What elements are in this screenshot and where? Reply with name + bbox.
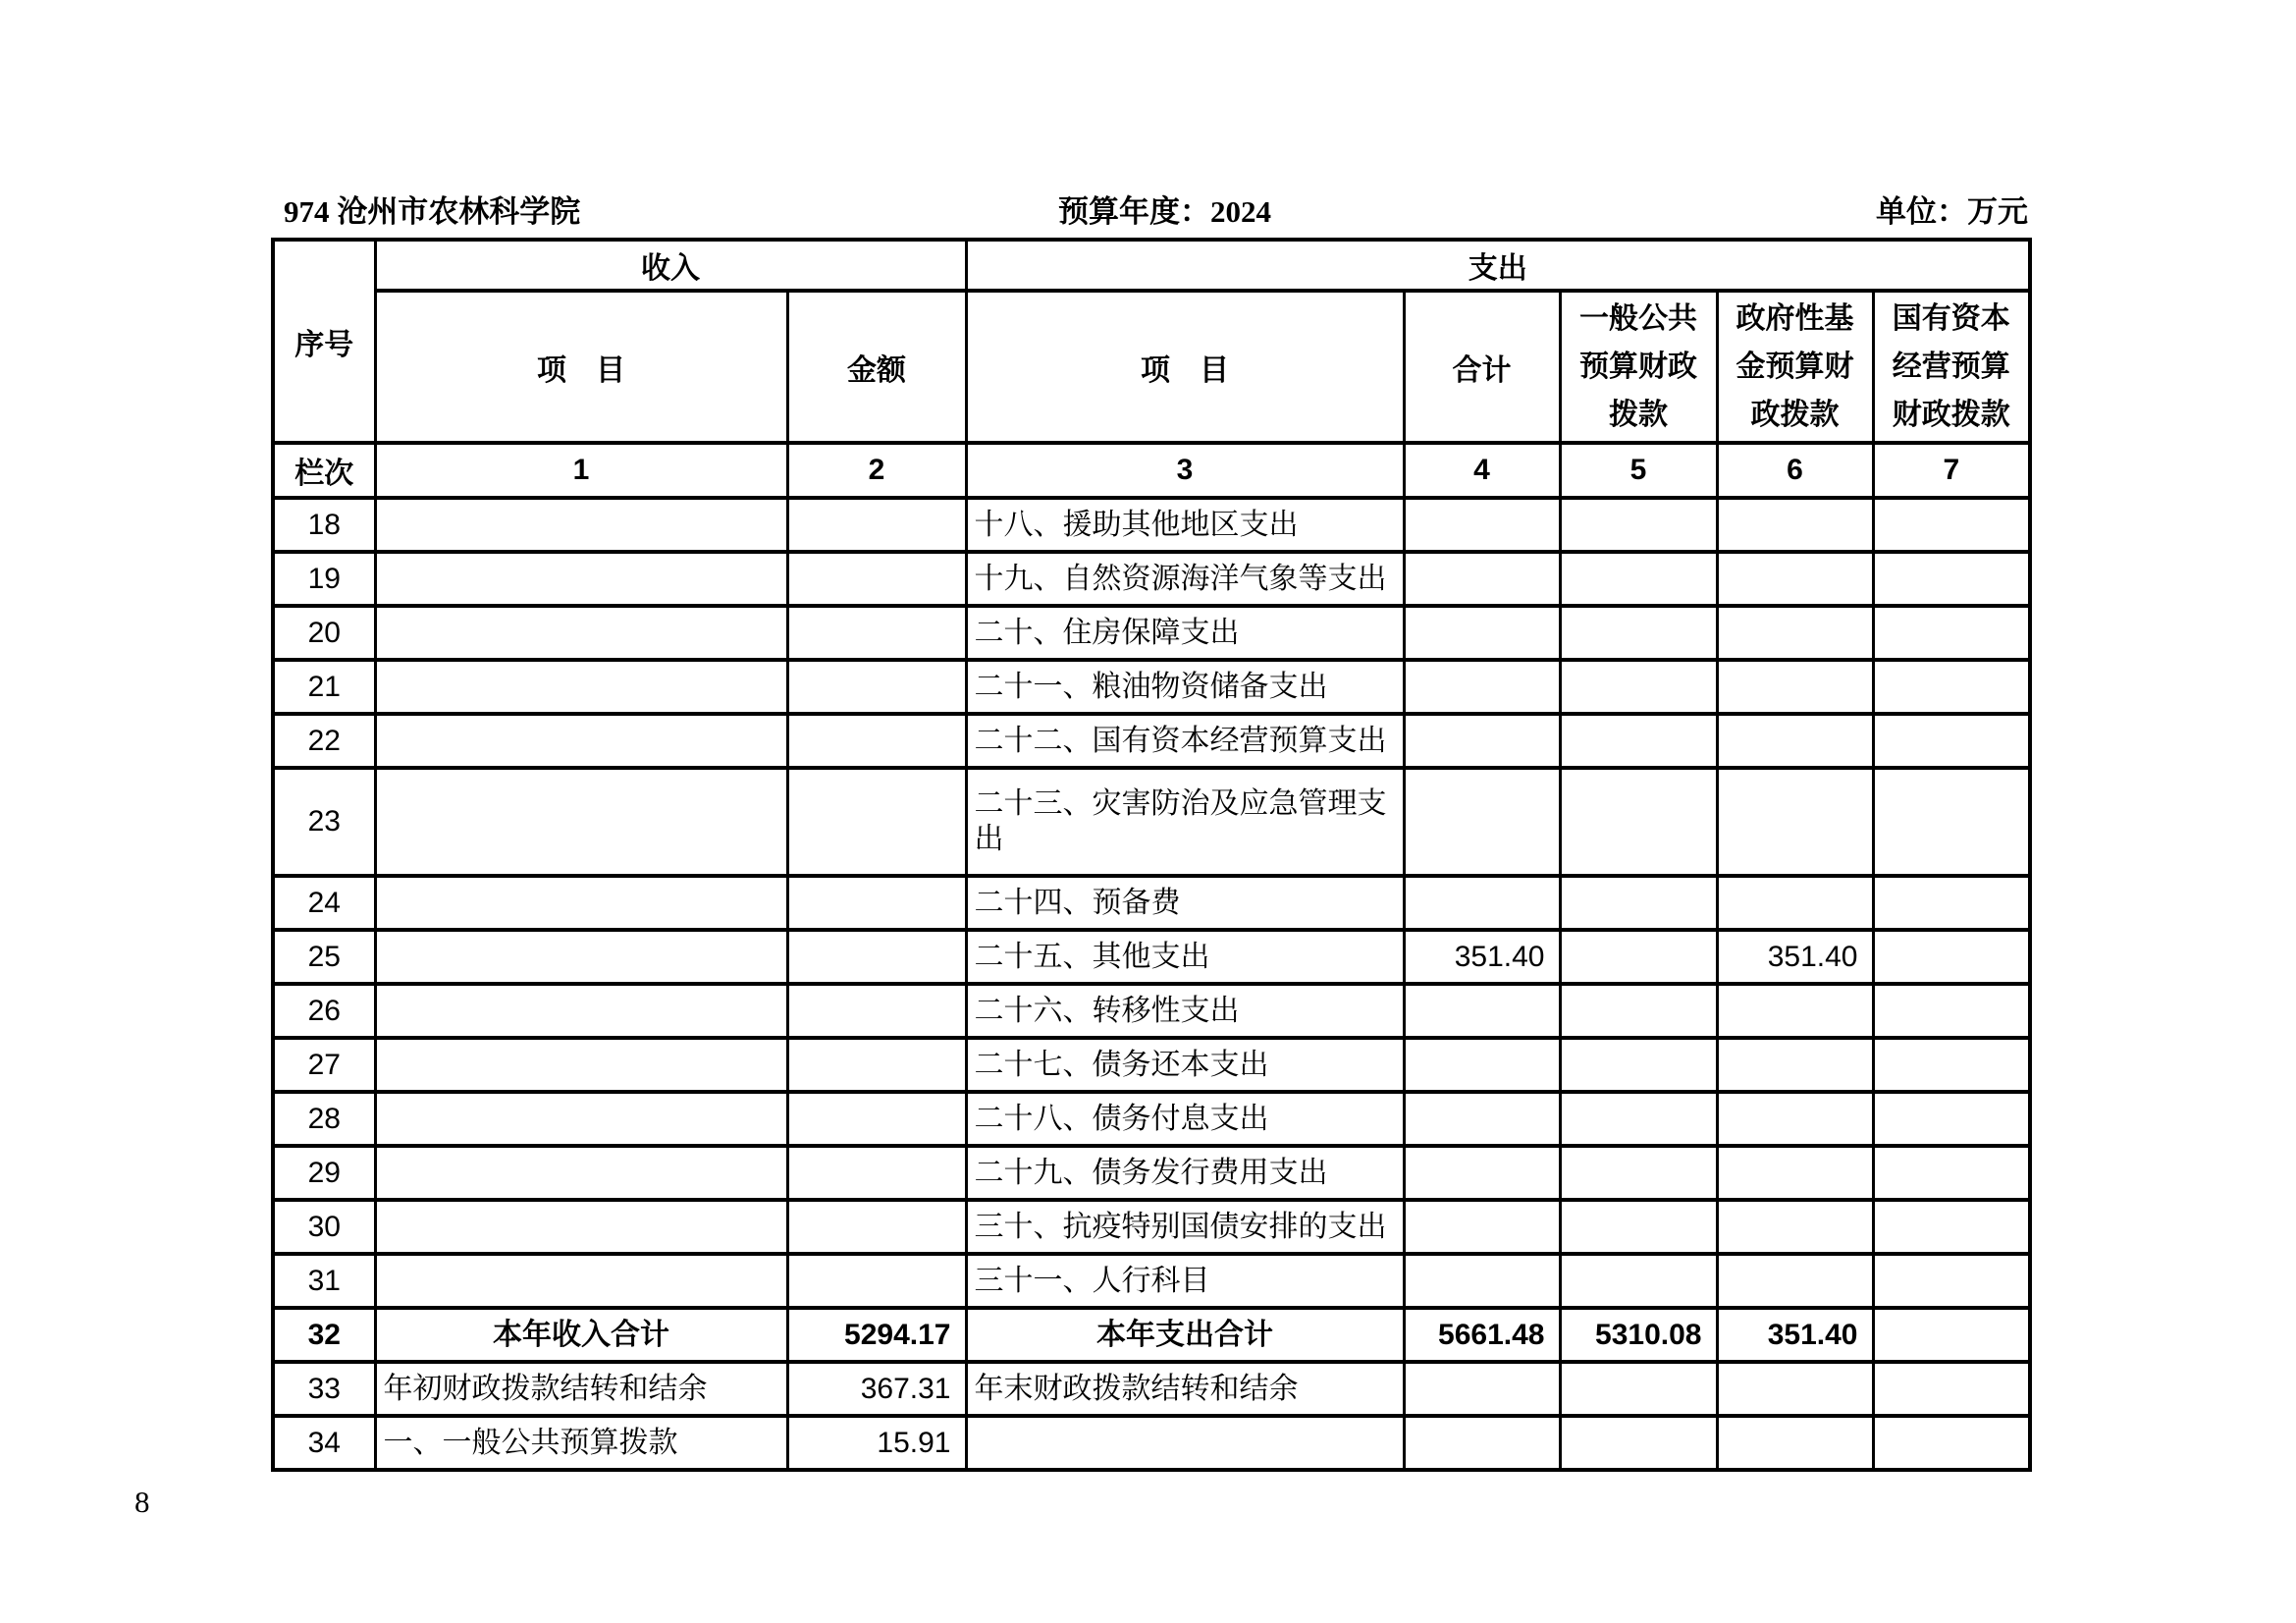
- expense-item-cell: 十九、自然资源海洋气象等支出: [966, 552, 1404, 606]
- income-item-cell: [375, 1200, 787, 1254]
- row-number-cell: 28: [273, 1092, 375, 1146]
- income-item-cell: [375, 714, 787, 768]
- income-item-cell: [375, 552, 787, 606]
- expense-item-cell: [966, 1416, 1404, 1470]
- gov-fund-cell: [1717, 660, 1873, 714]
- row-number-cell: 21: [273, 660, 375, 714]
- column-number-3: 3: [966, 443, 1404, 498]
- expense-item-cell: 二十二、国有资本经营预算支出: [966, 714, 1404, 768]
- general-budget-cell: [1560, 1362, 1717, 1416]
- income-amount-cell: [787, 1254, 966, 1308]
- gov-fund-cell: [1717, 876, 1873, 930]
- unit-label: 单位：万元: [1876, 194, 2028, 229]
- table-row: [273, 768, 2030, 876]
- income-amount-cell: 5294.17: [787, 1308, 966, 1362]
- table-row-totals: [273, 1308, 2030, 1362]
- expense-item-cell: 本年支出合计: [966, 1308, 1404, 1362]
- header-general-budget: 一般公共预算财政拨款: [1560, 291, 1717, 443]
- state-capital-cell: [1873, 1200, 2030, 1254]
- expense-item-cell: 十八、援助其他地区支出: [966, 498, 1404, 552]
- gov-fund-cell: [1717, 606, 1873, 660]
- row-number-cell: 32: [273, 1308, 375, 1362]
- expense-item-cell: 二十一、粮油物资储备支出: [966, 660, 1404, 714]
- expense-item-cell: 二十九、债务发行费用支出: [966, 1146, 1404, 1200]
- general-budget-cell: [1560, 606, 1717, 660]
- gov-fund-cell: [1717, 768, 1873, 876]
- general-budget-cell: [1560, 498, 1717, 552]
- expense-total-cell: [1404, 876, 1560, 930]
- column-number-1: 1: [375, 443, 787, 498]
- table-row: [273, 1416, 2030, 1470]
- state-capital-cell: [1873, 768, 2030, 876]
- row-number-cell: 24: [273, 876, 375, 930]
- expense-item-cell: 二十五、其他支出: [966, 930, 1404, 984]
- state-capital-cell: [1873, 714, 2030, 768]
- table-row: [273, 498, 2030, 552]
- gov-fund-cell: [1717, 714, 1873, 768]
- header-expense-group: 支出: [966, 240, 2030, 291]
- state-capital-cell: [1873, 930, 2030, 984]
- income-amount-cell: [787, 498, 966, 552]
- state-capital-cell: [1873, 1416, 2030, 1470]
- gov-fund-cell: [1717, 1416, 1873, 1470]
- income-item-cell: [375, 606, 787, 660]
- budget-table: [271, 238, 2032, 1472]
- income-item-cell: [375, 984, 787, 1038]
- income-amount-cell: [787, 876, 966, 930]
- table-row: [273, 1092, 2030, 1146]
- income-amount-cell: [787, 984, 966, 1038]
- general-budget-cell: [1560, 930, 1717, 984]
- expense-total-cell: [1404, 1362, 1560, 1416]
- expense-total-cell: [1404, 552, 1560, 606]
- income-amount-cell: [787, 930, 966, 984]
- row-number-cell: 22: [273, 714, 375, 768]
- general-budget-cell: [1560, 660, 1717, 714]
- general-budget-cell: [1560, 1200, 1717, 1254]
- income-item-cell: [375, 768, 787, 876]
- table-row: [273, 660, 2030, 714]
- row-number-cell: 23: [273, 768, 375, 876]
- general-budget-cell: [1560, 552, 1717, 606]
- state-capital-cell: [1873, 984, 2030, 1038]
- general-budget-cell: [1560, 768, 1717, 876]
- expense-total-cell: 351.40: [1404, 930, 1560, 984]
- income-amount-cell: [787, 714, 966, 768]
- expense-total-cell: [1404, 1254, 1560, 1308]
- state-capital-cell: [1873, 1362, 2030, 1416]
- general-budget-cell: [1560, 984, 1717, 1038]
- income-item-cell: [375, 876, 787, 930]
- expense-item-cell: 三十、抗疫特别国债安排的支出: [966, 1200, 1404, 1254]
- expense-total-cell: [1404, 606, 1560, 660]
- table-row: [273, 1038, 2030, 1092]
- gov-fund-cell: [1717, 1038, 1873, 1092]
- income-amount-cell: [787, 1038, 966, 1092]
- expense-item-cell: 三十一、人行科目: [966, 1254, 1404, 1308]
- column-number-6: 6: [1717, 443, 1873, 498]
- income-amount-cell: [787, 1200, 966, 1254]
- row-number-cell: 27: [273, 1038, 375, 1092]
- gov-fund-cell: [1717, 1254, 1873, 1308]
- expense-total-cell: 5661.48: [1404, 1308, 1560, 1362]
- org-title: 974 沧州市农林科学院: [284, 194, 581, 229]
- row-number-cell: 26: [273, 984, 375, 1038]
- income-item-cell: 年初财政拨款结转和结余: [375, 1362, 787, 1416]
- expense-total-cell: [1404, 1038, 1560, 1092]
- general-budget-cell: [1560, 1092, 1717, 1146]
- state-capital-cell: [1873, 1092, 2030, 1146]
- expense-total-cell: [1404, 1416, 1560, 1470]
- general-budget-cell: [1560, 876, 1717, 930]
- column-number-7: 7: [1873, 443, 2030, 498]
- expense-item-cell: 二十、住房保障支出: [966, 606, 1404, 660]
- income-amount-cell: [787, 606, 966, 660]
- expense-total-cell: [1404, 1200, 1560, 1254]
- table-row: [273, 1254, 2030, 1308]
- header-gov-fund-budget: 政府性基金预算财政拨款: [1717, 291, 1873, 443]
- income-item-cell: [375, 1254, 787, 1308]
- income-amount-cell: [787, 1146, 966, 1200]
- state-capital-cell: [1873, 876, 2030, 930]
- general-budget-cell: [1560, 1254, 1717, 1308]
- expense-item-cell: 二十四、预备费: [966, 876, 1404, 930]
- table-row: [273, 876, 2030, 930]
- income-item-cell: 一、一般公共预算拨款: [375, 1416, 787, 1470]
- expense-item-cell: 二十八、债务付息支出: [966, 1092, 1404, 1146]
- general-budget-cell: [1560, 1416, 1717, 1470]
- state-capital-cell: [1873, 498, 2030, 552]
- gov-fund-cell: [1717, 984, 1873, 1038]
- state-capital-cell: [1873, 1038, 2030, 1092]
- income-amount-cell: [787, 660, 966, 714]
- page-number: 8: [134, 1485, 150, 1519]
- row-number-cell: 34: [273, 1416, 375, 1470]
- expense-item-cell: 二十六、转移性支出: [966, 984, 1404, 1038]
- row-number-cell: 29: [273, 1146, 375, 1200]
- gov-fund-cell: 351.40: [1717, 1308, 1873, 1362]
- header-expense-item: 项 目: [966, 291, 1404, 443]
- table-row: [273, 1200, 2030, 1254]
- gov-fund-cell: [1717, 1362, 1873, 1416]
- income-amount-cell: [787, 552, 966, 606]
- header-income-group: 收入: [375, 240, 966, 291]
- income-item-cell: [375, 930, 787, 984]
- expense-total-cell: [1404, 660, 1560, 714]
- table-row: [273, 606, 2030, 660]
- row-number-cell: 33: [273, 1362, 375, 1416]
- gov-fund-cell: [1717, 1092, 1873, 1146]
- gov-fund-cell: 351.40: [1717, 930, 1873, 984]
- header-state-capital: 国有资本经营预算财政拨款: [1873, 291, 2030, 443]
- row-number-cell: 30: [273, 1200, 375, 1254]
- header-expense-total: 合计: [1404, 291, 1560, 443]
- state-capital-cell: [1873, 552, 2030, 606]
- expense-item-cell: 二十七、债务还本支出: [966, 1038, 1404, 1092]
- general-budget-cell: [1560, 1038, 1717, 1092]
- header-income-item: 项 目: [375, 291, 787, 443]
- income-item-cell: [375, 660, 787, 714]
- expense-total-cell: [1404, 1146, 1560, 1200]
- income-amount-cell: [787, 768, 966, 876]
- header-income-amount: 金额: [787, 291, 966, 443]
- budget-year-label: 预算年度：2024: [1058, 194, 1271, 229]
- document-header: [0, 190, 2296, 234]
- gov-fund-cell: [1717, 1146, 1873, 1200]
- column-number-2: 2: [787, 443, 966, 498]
- expense-total-cell: [1404, 498, 1560, 552]
- expense-total-cell: [1404, 714, 1560, 768]
- income-item-cell: [375, 1146, 787, 1200]
- income-item-cell: [375, 1038, 787, 1092]
- income-item-cell: [375, 498, 787, 552]
- general-budget-cell: [1560, 1146, 1717, 1200]
- state-capital-cell: [1873, 1146, 2030, 1200]
- table-row: [273, 552, 2030, 606]
- table-row: [273, 714, 2030, 768]
- header-serial: 序号: [273, 240, 375, 443]
- expense-item-cell: 年末财政拨款结转和结余: [966, 1362, 1404, 1416]
- row-number-cell: 31: [273, 1254, 375, 1308]
- column-number-4: 4: [1404, 443, 1560, 498]
- row-number-cell: 18: [273, 498, 375, 552]
- table-row: [273, 984, 2030, 1038]
- expense-total-cell: [1404, 1092, 1560, 1146]
- expense-total-cell: [1404, 768, 1560, 876]
- general-budget-cell: [1560, 714, 1717, 768]
- table-row: [273, 1146, 2030, 1200]
- state-capital-cell: [1873, 1308, 2030, 1362]
- state-capital-cell: [1873, 660, 2030, 714]
- gov-fund-cell: [1717, 552, 1873, 606]
- table-row: [273, 930, 2030, 984]
- gov-fund-cell: [1717, 498, 1873, 552]
- expense-total-cell: [1404, 984, 1560, 1038]
- column-number-5: 5: [1560, 443, 1717, 498]
- row-number-cell: 25: [273, 930, 375, 984]
- expense-item-cell: 二十三、灾害防治及应急管理支出: [966, 768, 1404, 876]
- income-amount-cell: 15.91: [787, 1416, 966, 1470]
- gov-fund-cell: [1717, 1200, 1873, 1254]
- income-item-cell: [375, 1092, 787, 1146]
- general-budget-cell: 5310.08: [1560, 1308, 1717, 1362]
- income-item-cell: 本年收入合计: [375, 1308, 787, 1362]
- state-capital-cell: [1873, 606, 2030, 660]
- income-amount-cell: [787, 1092, 966, 1146]
- row-number-cell: 19: [273, 552, 375, 606]
- income-amount-cell: 367.31: [787, 1362, 966, 1416]
- table-row: [273, 1362, 2030, 1416]
- state-capital-cell: [1873, 1254, 2030, 1308]
- row-number-cell: 20: [273, 606, 375, 660]
- lanci-label: 栏次: [273, 443, 375, 498]
